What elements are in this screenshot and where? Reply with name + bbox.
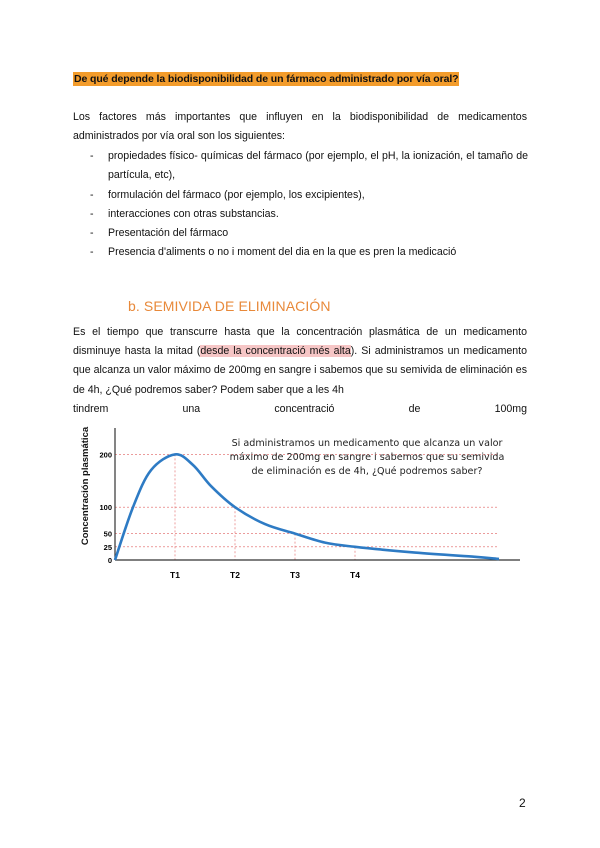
section-title-text: SEMIVIDA DE ELIMINACIÓN <box>143 298 331 314</box>
list-item: - formulación del fármaco (por ejemplo, los excipientes), <box>88 186 528 205</box>
list-item: - Presentación del fármaco <box>88 224 528 243</box>
semivida-paragraph <box>73 323 527 419</box>
x-tick-labels <box>170 570 360 580</box>
concentration-chart <box>70 420 530 595</box>
body-text: ). Si administramos un medicamento que alcanza un valor máximo de 200mg en sangre i sabemos que su semivida de eliminación es de 4h, ¿Qué podremos saber? Podem saber que a les 4h <box>73 345 528 396</box>
y-axis-label: Concentración plasmática <box>80 426 91 546</box>
x-tick-label: T2 <box>230 570 240 580</box>
y-tick-label: 50 <box>103 529 112 539</box>
section-letter: b. <box>128 298 140 314</box>
annotation-line: de eliminación es de 4h, ¿Qué podremos saber? <box>251 466 483 477</box>
question-heading: De qué depende la biodisponibilidad de un fármaco administrado por vía oral? <box>74 73 459 85</box>
body-text: Es el tiempo que transcurre hasta que la concentración plasmática de un medicamento disminuye hasta la mitad ( <box>73 326 527 358</box>
annotation-line: máximo de 200mg en sangre i sabemos que su semivida <box>229 452 505 463</box>
x-tick-label: T3 <box>290 570 300 580</box>
x-tick-label: T1 <box>170 570 180 580</box>
y-tick-label: 200 <box>99 450 112 460</box>
chart-annotation <box>230 438 505 477</box>
y-tick-label: 0 <box>107 556 112 565</box>
highlighted-text: desde la concentració més alta <box>200 345 351 358</box>
list-item: - interacciones con otras substancias. <box>88 205 528 224</box>
page-number: 2 <box>519 796 526 810</box>
body-last-line: tindrem una concentració de 100mg <box>73 402 527 415</box>
factors-list <box>88 147 528 263</box>
x-tick-label: T4 <box>350 570 360 580</box>
y-tick-label: 100 <box>99 503 112 513</box>
list-item: - Presencia d'aliments o no i moment del dia en la que es pren la medicació <box>88 243 528 262</box>
list-item: - propiedades físico- químicas del fármaco (por ejemplo, el pH, la ionización, el tamaño de partícula, etc), <box>88 147 528 186</box>
annotation-line: Si administramos un medicamento que alcanza un valor <box>231 438 503 449</box>
y-tick-label: 25 <box>103 542 112 552</box>
y-tick-labels <box>99 450 112 565</box>
intro-paragraph: Los factores más importantes que influyen en la biodisponibilidad de medicamentos administrados por vía oral son los siguientes: <box>73 111 527 143</box>
section-title <box>128 298 331 314</box>
